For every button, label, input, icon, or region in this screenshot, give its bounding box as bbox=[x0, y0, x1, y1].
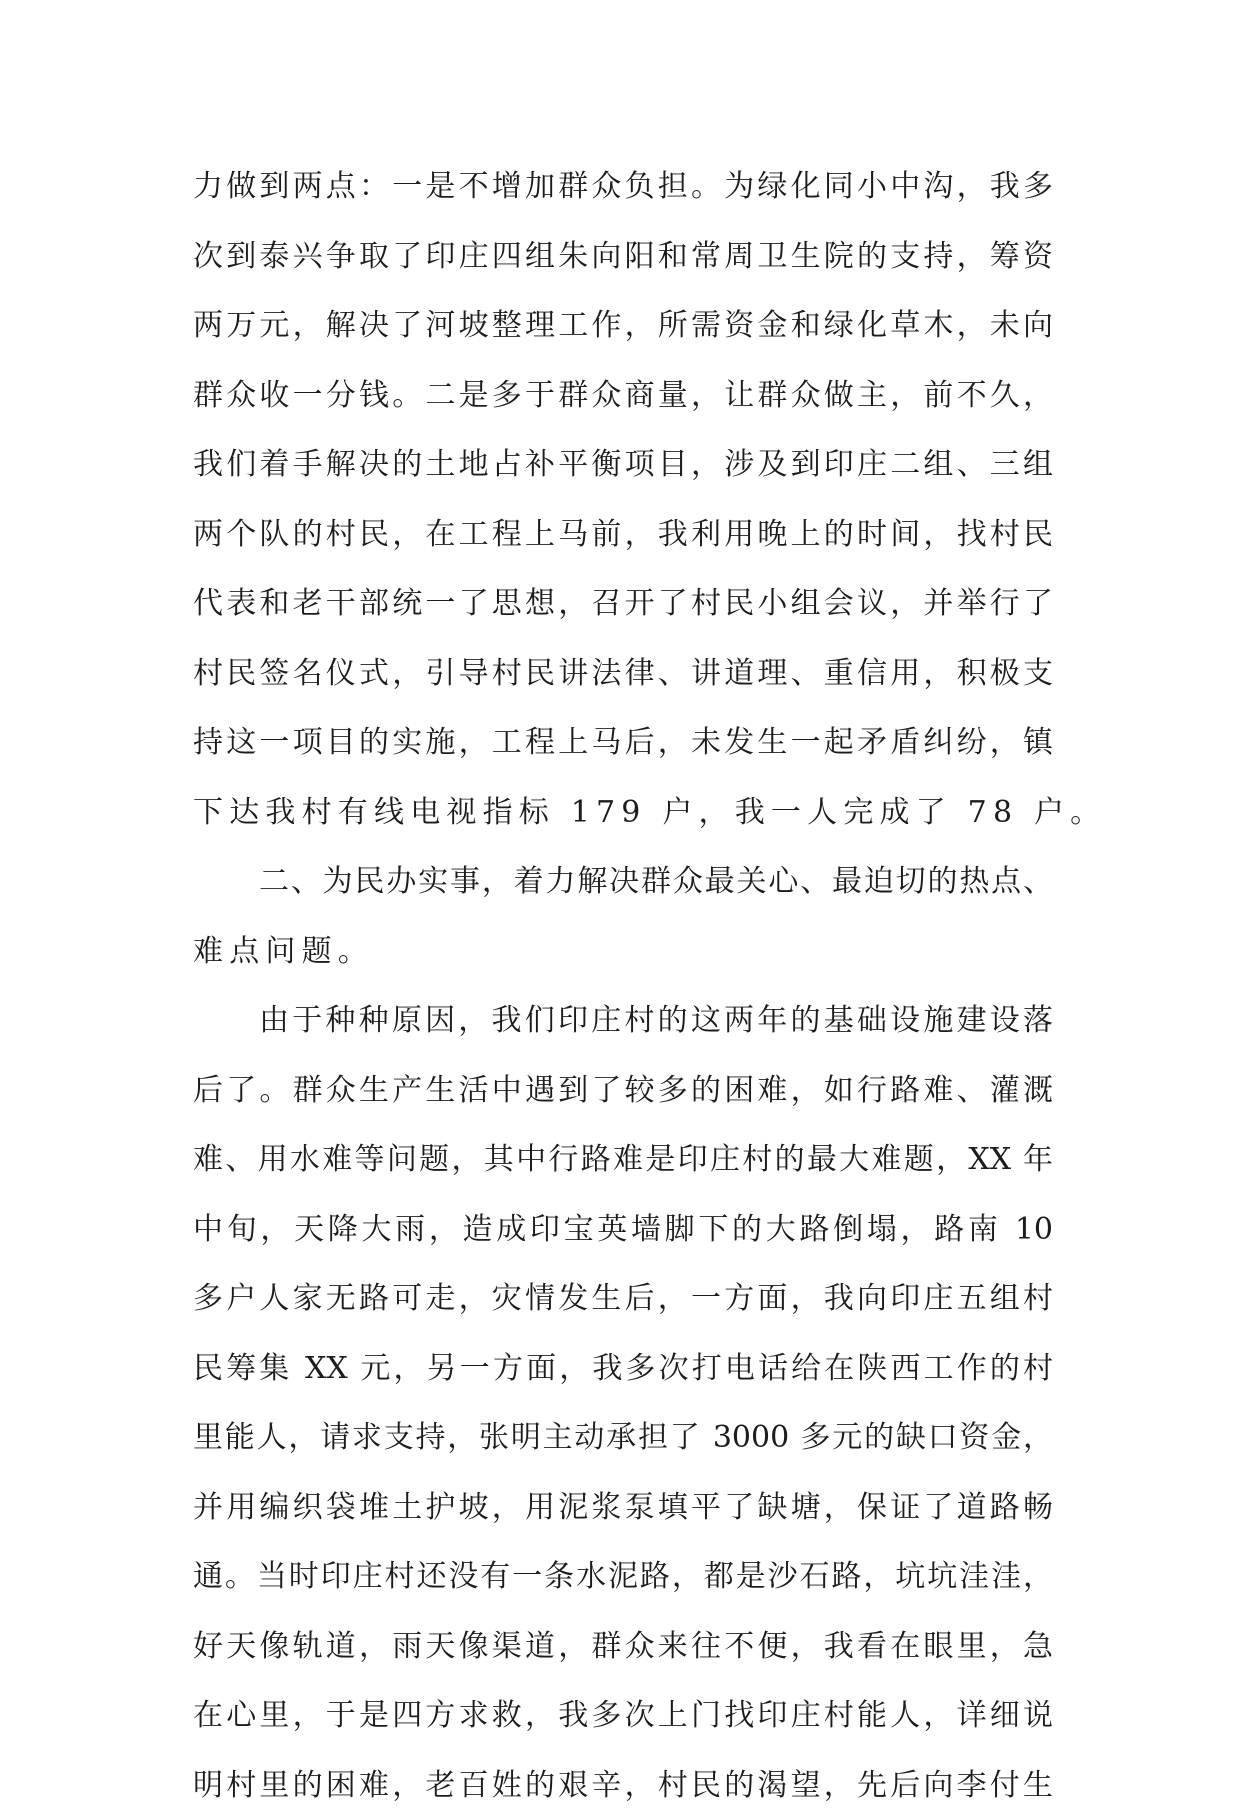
text-line: 由于种种原因，我们印庄村的这两年的基础设施建设落 bbox=[193, 986, 1053, 1056]
text-line: 持这一项目的实施，工程上马后，未发生一起矛盾纠纷，镇 bbox=[193, 708, 1053, 778]
section-heading-line: 难点问题。 bbox=[193, 917, 1053, 987]
text-line: 通。当时印庄村还没有一条水泥路，都是沙石路，坑坑洼洼， bbox=[193, 1542, 1053, 1612]
text-line: 我们着手解决的土地占补平衡项目，涉及到印庄二组、三组 bbox=[193, 430, 1053, 500]
text-line: 次到泰兴争取了印庄四组朱向阳和常周卫生院的支持，筹资 bbox=[193, 222, 1053, 292]
text-line: 多户人家无路可走，灾情发生后，一方面，我向印庄五组村 bbox=[193, 1264, 1053, 1334]
text-line: 力做到两点：一是不增加群众负担。为绿化同小中沟，我多 bbox=[193, 152, 1053, 222]
text-line: 两万元，解决了河坡整理工作，所需资金和绿化草木，未向 bbox=[193, 291, 1053, 361]
section-heading-line: 二、为民办实事，着力解决群众最关心、最迫切的热点、 bbox=[193, 847, 1053, 917]
text-line: 在心里，于是四方求救，我多次上门找印庄村能人，详细说 bbox=[193, 1681, 1053, 1751]
text-line: 难、用水难等问题，其中行路难是印庄村的最大难题，XX 年 bbox=[193, 1125, 1053, 1195]
text-line: 里能人，请求支持，张明主动承担了 3000 多元的缺口资金， bbox=[193, 1403, 1053, 1473]
text-line: 代表和老干部统一了思想，召开了村民小组会议，并举行了 bbox=[193, 569, 1053, 639]
text-line: 村民签名仪式，引导村民讲法律、讲道理、重信用，积极支 bbox=[193, 639, 1053, 709]
text-line: 明村里的困难，老百姓的艰辛，村民的渴望，先后向李付生 bbox=[193, 1751, 1053, 1820]
text-line: 好天像轨道，雨天像渠道，群众来往不便，我看在眼里，急 bbox=[193, 1612, 1053, 1682]
text-line: 下达我村有线电视指标 179 户，我一人完成了 78 户。 bbox=[193, 778, 1053, 848]
text-line: 民筹集 XX 元，另一方面，我多次打电话给在陕西工作的村 bbox=[193, 1334, 1053, 1404]
body-text bbox=[193, 152, 1053, 1820]
text-line: 中旬，天降大雨，造成印宝英墙脚下的大路倒塌，路南 10 bbox=[193, 1195, 1053, 1265]
text-line: 后了。群众生产生活中遇到了较多的困难，如行路难、灌溉 bbox=[193, 1056, 1053, 1126]
text-line: 群众收一分钱。二是多于群众商量，让群众做主，前不久， bbox=[193, 361, 1053, 431]
text-line: 两个队的村民，在工程上马前，我利用晚上的时间，找村民 bbox=[193, 500, 1053, 570]
text-line: 并用编织袋堆土护坡，用泥浆泵填平了缺塘，保证了道路畅 bbox=[193, 1473, 1053, 1543]
